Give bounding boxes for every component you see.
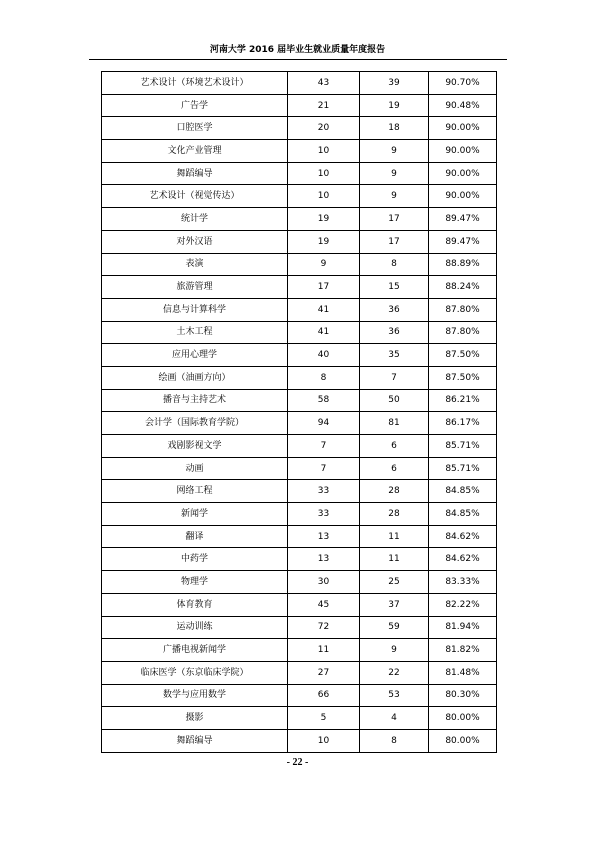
table-row <box>102 321 497 344</box>
employed-cell: 28 <box>360 480 429 503</box>
rate-cell: 81.94% <box>429 616 497 639</box>
table-row <box>102 162 497 185</box>
employed-cell: 7 <box>360 366 429 389</box>
rate-cell: 85.71% <box>429 457 497 480</box>
employed-cell: 35 <box>360 344 429 367</box>
employed-cell: 19 <box>360 94 429 117</box>
rate-cell: 89.47% <box>429 230 497 253</box>
table-row <box>102 140 497 163</box>
count-cell: 9 <box>288 253 360 276</box>
employed-cell: 50 <box>360 389 429 412</box>
major-cell: 广告学 <box>102 94 288 117</box>
count-cell: 43 <box>288 72 360 95</box>
rate-cell: 87.80% <box>429 298 497 321</box>
employed-cell: 53 <box>360 684 429 707</box>
table-row <box>102 344 497 367</box>
table-row <box>102 457 497 480</box>
major-cell: 翻译 <box>102 525 288 548</box>
employed-cell: 15 <box>360 276 429 299</box>
major-cell: 绘画（油画方向） <box>102 366 288 389</box>
rate-cell: 80.30% <box>429 684 497 707</box>
rate-cell: 90.70% <box>429 72 497 95</box>
rate-cell: 82.22% <box>429 593 497 616</box>
table-row <box>102 276 497 299</box>
table-row <box>102 503 497 526</box>
table-row <box>102 480 497 503</box>
rate-cell: 87.50% <box>429 366 497 389</box>
major-cell: 艺术设计（视觉传达） <box>102 185 288 208</box>
count-cell: 19 <box>288 230 360 253</box>
count-cell: 13 <box>288 525 360 548</box>
employed-cell: 8 <box>360 729 429 752</box>
employed-cell: 11 <box>360 525 429 548</box>
table-row <box>102 525 497 548</box>
count-cell: 10 <box>288 162 360 185</box>
count-cell: 13 <box>288 548 360 571</box>
rate-cell: 81.48% <box>429 661 497 684</box>
table-row <box>102 208 497 231</box>
employment-rate-table <box>101 71 497 753</box>
table-row <box>102 729 497 752</box>
count-cell: 33 <box>288 503 360 526</box>
major-cell: 中药学 <box>102 548 288 571</box>
rate-cell: 90.00% <box>429 162 497 185</box>
employed-cell: 9 <box>360 162 429 185</box>
employed-cell: 11 <box>360 548 429 571</box>
major-cell: 动画 <box>102 457 288 480</box>
rate-cell: 87.50% <box>429 344 497 367</box>
count-cell: 7 <box>288 435 360 458</box>
page-number: - 22 - <box>286 757 309 768</box>
major-cell: 舞蹈编导 <box>102 729 288 752</box>
employed-cell: 22 <box>360 661 429 684</box>
count-cell: 27 <box>288 661 360 684</box>
employed-cell: 4 <box>360 707 429 730</box>
employed-cell: 37 <box>360 593 429 616</box>
table-row <box>102 684 497 707</box>
table-body <box>102 72 497 753</box>
rate-cell: 88.24% <box>429 276 497 299</box>
table-row <box>102 366 497 389</box>
count-cell: 33 <box>288 480 360 503</box>
rate-cell: 90.00% <box>429 140 497 163</box>
major-cell: 网络工程 <box>102 480 288 503</box>
employed-cell: 17 <box>360 230 429 253</box>
running-header: 河南大学 2016 届毕业生就业质量年度报告 <box>209 45 386 55</box>
count-cell: 41 <box>288 321 360 344</box>
employed-cell: 18 <box>360 117 429 140</box>
major-cell: 旅游管理 <box>102 276 288 299</box>
employed-cell: 6 <box>360 457 429 480</box>
count-cell: 7 <box>288 457 360 480</box>
employed-cell: 8 <box>360 253 429 276</box>
major-cell: 运动训练 <box>102 616 288 639</box>
rate-cell: 86.17% <box>429 412 497 435</box>
employed-cell: 6 <box>360 435 429 458</box>
count-cell: 45 <box>288 593 360 616</box>
major-cell: 临床医学（东京临床学院） <box>102 661 288 684</box>
major-cell: 对外汉语 <box>102 230 288 253</box>
major-cell: 戏剧影视文学 <box>102 435 288 458</box>
rate-cell: 81.82% <box>429 639 497 662</box>
rate-cell: 88.89% <box>429 253 497 276</box>
major-cell: 体育教育 <box>102 593 288 616</box>
table-row <box>102 298 497 321</box>
count-cell: 10 <box>288 185 360 208</box>
major-cell: 数学与应用数学 <box>102 684 288 707</box>
rate-cell: 86.21% <box>429 389 497 412</box>
count-cell: 41 <box>288 298 360 321</box>
count-cell: 72 <box>288 616 360 639</box>
table-row <box>102 389 497 412</box>
count-cell: 20 <box>288 117 360 140</box>
major-cell: 土木工程 <box>102 321 288 344</box>
employed-cell: 17 <box>360 208 429 231</box>
table-row <box>102 661 497 684</box>
major-cell: 文化产业管理 <box>102 140 288 163</box>
major-cell: 广播电视新闻学 <box>102 639 288 662</box>
rate-cell: 84.62% <box>429 525 497 548</box>
count-cell: 19 <box>288 208 360 231</box>
major-cell: 摄影 <box>102 707 288 730</box>
count-cell: 10 <box>288 140 360 163</box>
table-row <box>102 185 497 208</box>
major-cell: 舞蹈编导 <box>102 162 288 185</box>
employed-cell: 81 <box>360 412 429 435</box>
table-row <box>102 616 497 639</box>
major-cell: 应用心理学 <box>102 344 288 367</box>
major-cell: 物理学 <box>102 571 288 594</box>
count-cell: 30 <box>288 571 360 594</box>
table-row <box>102 412 497 435</box>
rate-cell: 90.00% <box>429 117 497 140</box>
rate-cell: 80.00% <box>429 729 497 752</box>
rate-cell: 84.85% <box>429 503 497 526</box>
table-row <box>102 117 497 140</box>
count-cell: 5 <box>288 707 360 730</box>
rate-cell: 84.85% <box>429 480 497 503</box>
employed-cell: 36 <box>360 298 429 321</box>
table-row <box>102 593 497 616</box>
major-cell: 统计学 <box>102 208 288 231</box>
employed-cell: 9 <box>360 639 429 662</box>
table-row <box>102 707 497 730</box>
employed-cell: 25 <box>360 571 429 594</box>
table-row <box>102 253 497 276</box>
count-cell: 21 <box>288 94 360 117</box>
major-cell: 播音与主持艺术 <box>102 389 288 412</box>
major-cell: 艺术设计（环境艺术设计） <box>102 72 288 95</box>
table-row <box>102 435 497 458</box>
major-cell: 口腔医学 <box>102 117 288 140</box>
count-cell: 17 <box>288 276 360 299</box>
employed-cell: 39 <box>360 72 429 95</box>
employed-cell: 59 <box>360 616 429 639</box>
count-cell: 58 <box>288 389 360 412</box>
rate-cell: 80.00% <box>429 707 497 730</box>
count-cell: 40 <box>288 344 360 367</box>
employed-cell: 36 <box>360 321 429 344</box>
count-cell: 66 <box>288 684 360 707</box>
count-cell: 10 <box>288 729 360 752</box>
rate-cell: 90.00% <box>429 185 497 208</box>
table-row <box>102 72 497 95</box>
major-cell: 会计学（国际教育学院） <box>102 412 288 435</box>
header-rule <box>89 59 507 60</box>
major-cell: 信息与计算科学 <box>102 298 288 321</box>
table-row <box>102 571 497 594</box>
employed-cell: 9 <box>360 140 429 163</box>
rate-cell: 83.33% <box>429 571 497 594</box>
major-cell: 新闻学 <box>102 503 288 526</box>
employed-cell: 28 <box>360 503 429 526</box>
rate-cell: 89.47% <box>429 208 497 231</box>
rate-cell: 85.71% <box>429 435 497 458</box>
count-cell: 11 <box>288 639 360 662</box>
table-row <box>102 230 497 253</box>
employed-cell: 9 <box>360 185 429 208</box>
table-row <box>102 548 497 571</box>
rate-cell: 87.80% <box>429 321 497 344</box>
count-cell: 94 <box>288 412 360 435</box>
rate-cell: 84.62% <box>429 548 497 571</box>
table-row <box>102 639 497 662</box>
table-row <box>102 94 497 117</box>
rate-cell: 90.48% <box>429 94 497 117</box>
count-cell: 8 <box>288 366 360 389</box>
major-cell: 表演 <box>102 253 288 276</box>
